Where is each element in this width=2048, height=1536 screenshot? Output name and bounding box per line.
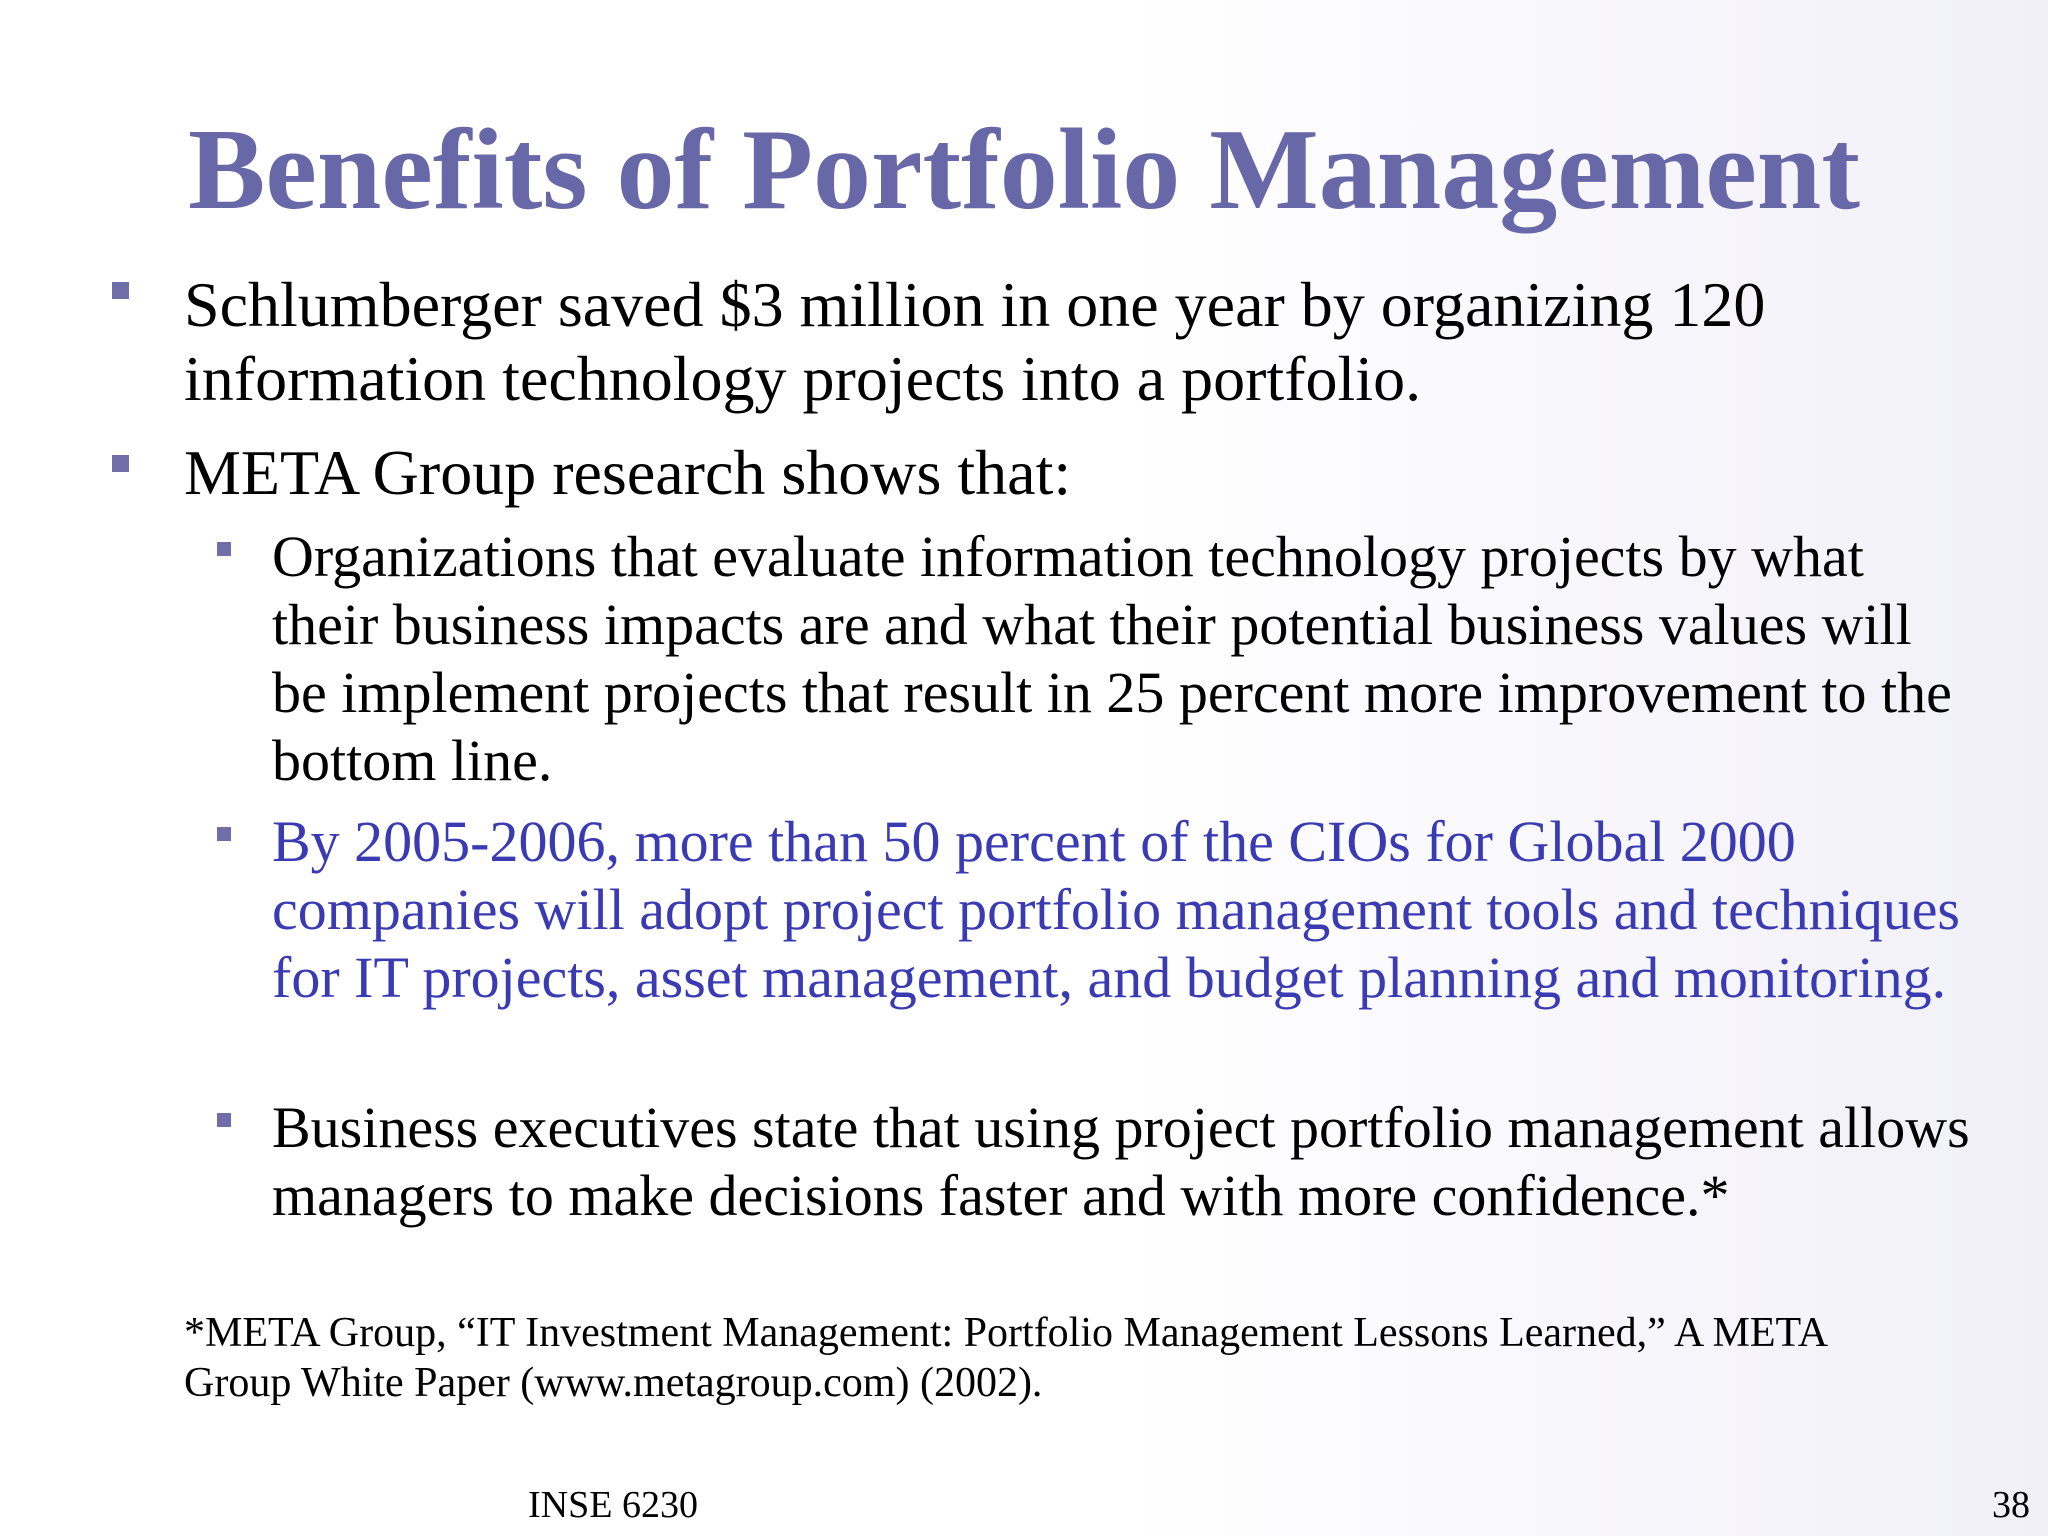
bullet-text: META Group research shows that:	[184, 437, 1072, 508]
sub-bullet-marker-icon	[217, 542, 231, 556]
bullet-text: Schlumberger saved $3 million in one year by organizing 120 information technology projects into a portfolio.	[184, 269, 1766, 414]
footer-course: INSE 6230	[528, 1484, 698, 1526]
sub-bullet-text: Business executives state that using project portfolio management allows managers to make decisions faster and with more confidence.*	[272, 1095, 1970, 1228]
bullet-marker-icon	[112, 455, 129, 472]
sub-bullet-marker-icon	[217, 1113, 231, 1127]
slide-title: Benefits of Portfolio Management	[188, 106, 1860, 234]
footnote: *META Group, “IT Investment Management: Portfolio Management Lessons Learned,” A META Group White Paper (www.metagroup.com) (2002).	[184, 1310, 1826, 1406]
footer-page-number: 38	[1992, 1484, 2030, 1526]
sub-bullet-marker-icon	[217, 827, 231, 841]
sub-bullet-text-highlighted: By 2005-2006, more than 50 percent of the CIOs for Global 2000 companies will adopt project portfolio management tools and techniques for IT projects, asset management, and budget planning and monitoring.	[272, 809, 1961, 1010]
bullet-marker-icon	[112, 282, 129, 299]
sub-bullet-text: Organizations that evaluate information technology projects by what their business impacts are and what their potential business values will be implement projects that result in 25 percent more improvement to the bottom line.	[272, 524, 1952, 793]
